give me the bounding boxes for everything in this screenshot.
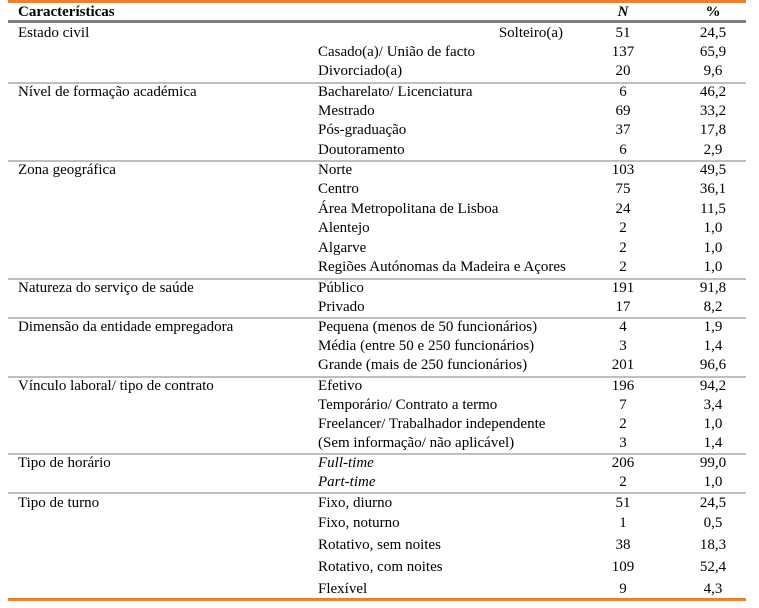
- header-rule: [8, 20, 746, 23]
- row-category: Bacharelato/ Licenciatura: [318, 84, 473, 100]
- row-percent: 46,2: [699, 84, 727, 100]
- row-category: Média (entre 50 e 250 funcionários): [318, 338, 535, 354]
- row-n: 3: [619, 435, 627, 451]
- row-category: Fixo, noturno: [318, 515, 400, 531]
- row-category: Casado(a)/ União de facto: [318, 44, 476, 60]
- row-n: 69: [615, 103, 631, 119]
- group-label: Vínculo laboral/ tipo de contrato: [18, 378, 214, 394]
- row-percent: 17,8: [699, 122, 727, 138]
- row-n: 20: [615, 63, 631, 79]
- row-category: Flexível: [318, 581, 368, 597]
- row-percent: 1,0: [703, 220, 723, 236]
- row-n: 206: [611, 455, 635, 471]
- row-percent: 2,9: [703, 142, 723, 158]
- row-percent: 33,2: [699, 103, 727, 119]
- row-n: 137: [611, 44, 635, 60]
- row-percent: 24,5: [699, 495, 727, 511]
- row-category: Efetivo: [318, 378, 363, 394]
- row-n: 9: [619, 581, 627, 597]
- row-category: Solteiro(a): [498, 25, 563, 41]
- row-category: Pós-graduação: [318, 122, 407, 138]
- row-n: 1: [619, 515, 627, 531]
- row-n: 75: [615, 181, 631, 197]
- row-percent: 3,4: [703, 397, 723, 413]
- row-percent: 96,6: [699, 357, 727, 373]
- row-n: 2: [619, 416, 627, 432]
- table-bottom-rule: [8, 598, 746, 601]
- row-percent: 36,1: [699, 181, 727, 197]
- row-category: Full-time: [318, 455, 374, 471]
- row-n: 4: [619, 319, 627, 335]
- row-percent: 8,2: [703, 299, 723, 315]
- row-percent: 9,6: [703, 63, 723, 79]
- row-n: 103: [611, 162, 635, 178]
- row-percent: 1,0: [703, 474, 723, 490]
- group-label: Nível de formação académica: [18, 84, 197, 100]
- row-category: (Sem informação/ não aplicável): [318, 435, 515, 451]
- row-percent: 1,0: [703, 416, 723, 432]
- group-label: Tipo de turno: [18, 495, 100, 511]
- row-percent: 99,0: [699, 455, 727, 471]
- row-percent: 1,0: [703, 240, 723, 256]
- row-n: 51: [615, 495, 631, 511]
- row-percent: 24,5: [699, 25, 727, 41]
- row-n: 196: [611, 378, 635, 394]
- row-n: 24: [615, 201, 631, 217]
- row-category: Freelancer/ Trabalhador independente: [318, 416, 546, 432]
- row-n: 37: [615, 122, 631, 138]
- row-category: Regiões Autónomas da Madeira e Açores: [318, 259, 566, 275]
- row-category: Pequena (menos de 50 funcionários): [318, 319, 538, 335]
- row-percent: 1,4: [703, 435, 723, 451]
- row-n: 201: [611, 357, 635, 373]
- row-category: Part-time: [318, 474, 376, 490]
- row-percent: 52,4: [699, 559, 727, 575]
- group-label: Tipo de horário: [18, 455, 111, 471]
- row-percent: 49,5: [699, 162, 727, 178]
- row-category: Algarve: [318, 240, 367, 256]
- row-n: 7: [619, 397, 627, 413]
- row-category: Alentejo: [318, 220, 370, 236]
- row-percent: 1,0: [703, 259, 723, 275]
- row-category: Fixo, diurno: [318, 495, 393, 511]
- group-label: Zona geográfica: [18, 162, 116, 178]
- row-n: 17: [615, 299, 631, 315]
- row-category: Grande (mais de 250 funcionários): [318, 357, 528, 373]
- row-n: 38: [615, 537, 631, 553]
- row-n: 2: [619, 220, 627, 236]
- row-percent: 91,8: [699, 280, 727, 296]
- row-category: Centro: [318, 181, 359, 197]
- group-label: Natureza do serviço de saúde: [18, 280, 194, 296]
- row-category: Área Metropolitana de Lisboa: [318, 201, 499, 217]
- row-n: 2: [619, 240, 627, 256]
- header-characteristics: Características: [18, 4, 115, 20]
- row-percent: 1,4: [703, 338, 723, 354]
- group-label: Estado civil: [18, 25, 90, 41]
- row-n: 2: [619, 474, 627, 490]
- row-n: 2: [619, 259, 627, 275]
- row-n: 6: [619, 84, 627, 100]
- row-percent: 0,5: [703, 515, 723, 531]
- row-category: Rotativo, sem noites: [318, 537, 441, 553]
- row-n: 3: [619, 338, 627, 354]
- row-category: Norte: [318, 162, 353, 178]
- row-percent: 1,9: [703, 319, 723, 335]
- row-percent: 11,5: [700, 201, 726, 217]
- row-category: Mestrado: [318, 103, 375, 119]
- row-percent: 94,2: [699, 378, 727, 394]
- row-n: 51: [615, 25, 631, 41]
- row-category: Doutoramento: [318, 142, 405, 158]
- row-category: Privado: [318, 299, 365, 315]
- row-n: 191: [611, 280, 635, 296]
- row-percent: 18,3: [699, 537, 727, 553]
- header-n: N: [617, 4, 629, 20]
- row-category: Público: [318, 280, 364, 296]
- row-category: Divorciado(a): [318, 63, 403, 79]
- row-category: Rotativo, com noites: [318, 559, 443, 575]
- header-percent: %: [705, 4, 721, 20]
- group-label: Dimensão da entidade empregadora: [18, 319, 234, 335]
- row-percent: 4,3: [703, 581, 723, 597]
- row-category: Temporário/ Contrato a termo: [318, 397, 498, 413]
- row-n: 6: [619, 142, 627, 158]
- row-n: 109: [611, 559, 635, 575]
- row-percent: 65,9: [699, 44, 727, 60]
